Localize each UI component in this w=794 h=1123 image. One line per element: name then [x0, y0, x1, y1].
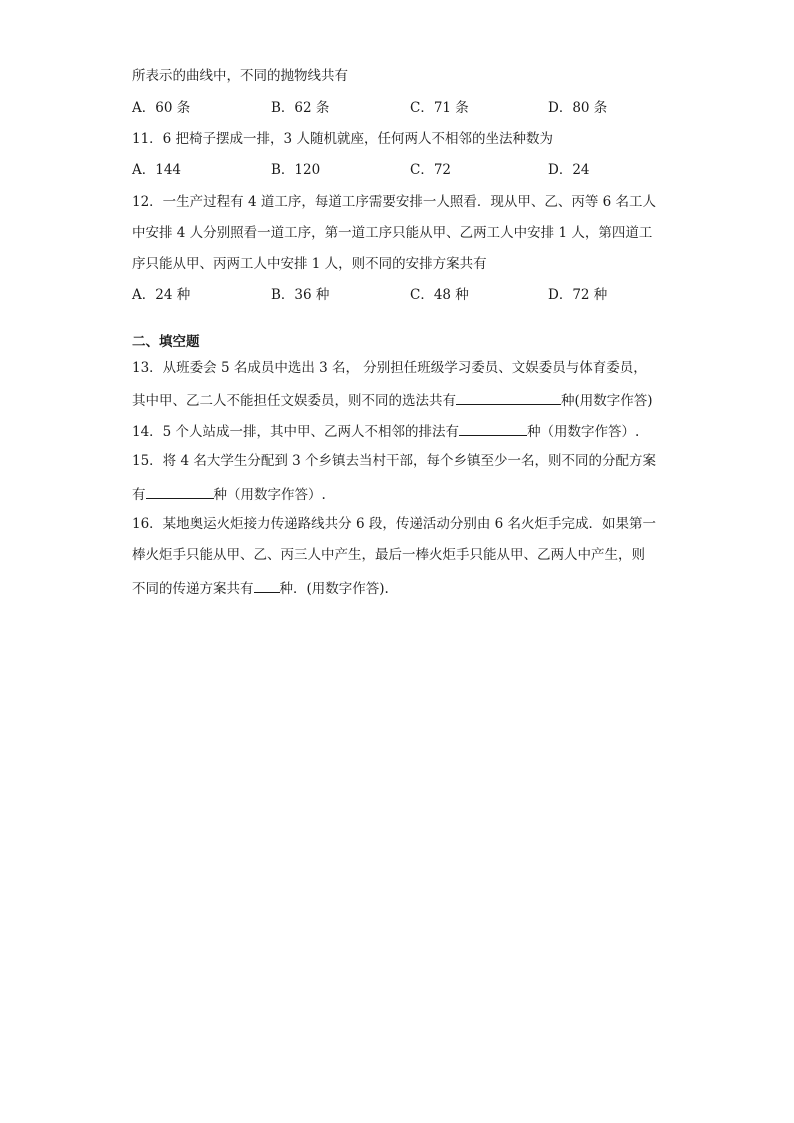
q15-stem-line1: 15．将 4 名大学生分配到 3 个乡镇去当村干部，每个乡镇至少一名，则不同的分配方案: [132, 453, 657, 469]
q13-answer-blank[interactable]: [456, 390, 561, 405]
q10-stem-tail: 所表示的曲线中，不同的抛物线共有: [132, 68, 348, 84]
q12-option-c: C．48 种: [410, 287, 469, 303]
q10-option-b: B．62 条: [271, 100, 330, 116]
q12-stem-line3: 序只能从甲、丙两工人中安排 1 人，则不同的安排方案共有: [132, 256, 487, 272]
q13-stem-line2: [132, 390, 653, 410]
q10-option-c: C．71 条: [410, 100, 469, 116]
q12-option-a: A．24 种: [132, 287, 191, 303]
q15-stem-line2: [132, 484, 326, 504]
section-heading-fill-in: 二、填空题: [132, 334, 200, 350]
q16-answer-blank[interactable]: [254, 578, 280, 593]
q10-option-d: D．80 条: [548, 100, 608, 116]
q14-text-before-blank: 14．5 个人站成一排，其中甲、乙两人不相邻的排法有: [132, 424, 460, 440]
q14-stem: [132, 421, 639, 441]
q16-text-after-blank: 种．(用数字作答).: [279, 581, 389, 597]
q11-option-c: C．72: [410, 162, 452, 178]
q14-text-after-blank: 种（用数字作答）.: [527, 424, 640, 440]
q11-stem: 11．6 把椅子摆成一排，3 人随机就座，任何两人不相邻的坐法种数为: [132, 131, 553, 147]
q11-option-a: A．144: [132, 162, 182, 178]
q12-option-d: D．72 种: [548, 287, 608, 303]
q12-stem-line1: 12．一生产过程有 4 道工序，每道工序需要安排一人照看．现从甲、乙、丙等 6 名工人: [132, 194, 657, 210]
q11-option-d: D．24: [548, 162, 590, 178]
q16-text-before-blank: 不同的传递方案共有: [132, 581, 254, 597]
q16-stem-line2: 棒火炬手只能从甲、乙、丙三人中产生，最后一棒火炬手只能从甲、乙两人中产生，则: [132, 547, 645, 563]
q15-answer-blank[interactable]: [146, 484, 214, 499]
q13-text-before-blank: 其中甲、乙二人不能担任文娱委员，则不同的选法共有: [132, 393, 456, 409]
q15-text-before-blank: 有: [132, 487, 146, 503]
q14-answer-blank[interactable]: [459, 421, 527, 436]
q12-option-b: B．36 种: [271, 287, 330, 303]
q10-option-a: A．60 条: [132, 100, 191, 116]
q12-stem-line2: 中安排 4 人分别照看一道工序，第一道工序只能从甲、乙两工人中安排 1 人，第四道工: [132, 225, 653, 241]
q11-option-b: B．120: [271, 162, 321, 178]
q13-text-after-blank: 种(用数字作答): [561, 393, 653, 409]
q16-stem-line3: [132, 578, 389, 598]
q15-text-after-blank: 种（用数字作答）.: [213, 487, 326, 503]
q16-stem-line1: 16．某地奥运火炬接力传递路线共分 6 段，传递活动分别由 6 名火炬手完成．如果第一: [132, 516, 657, 532]
q13-stem-line1: 13．从班委会 5 名成员中选出 3 名， 分别担任班级学习委员、文娱委员与体育委员，: [132, 360, 647, 376]
